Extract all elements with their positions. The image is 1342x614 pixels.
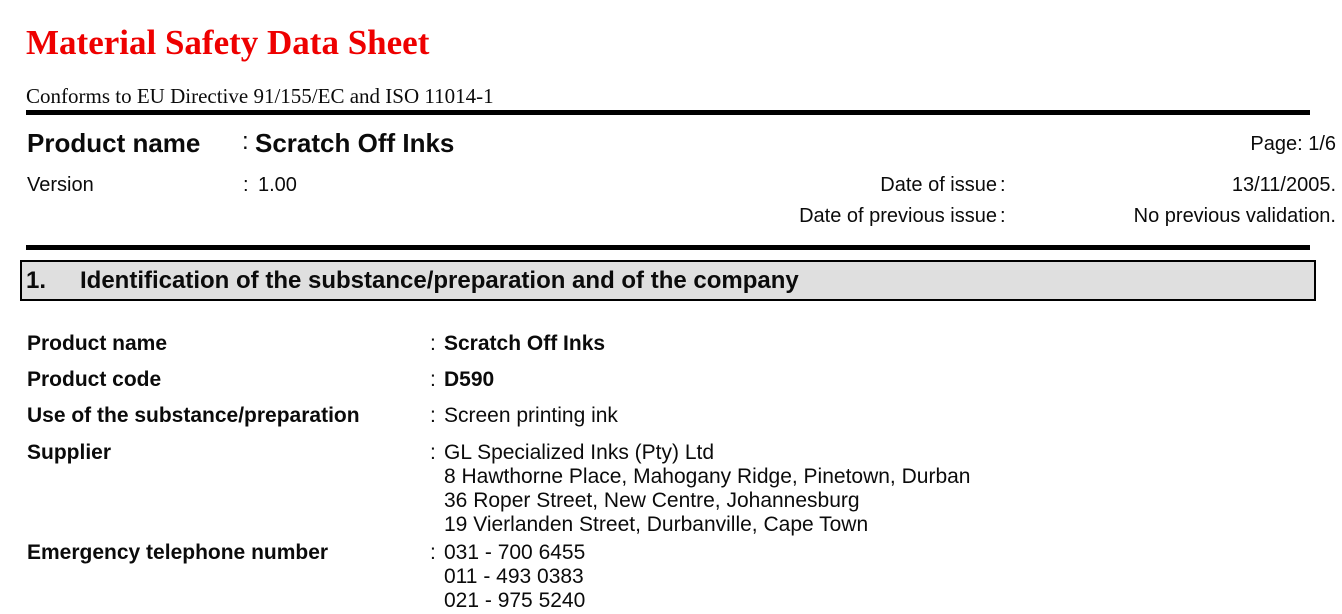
- date-of-issue-label: Date of issue: [880, 174, 997, 196]
- section-1-title: Identification of the substance/preparation and of the company: [80, 266, 799, 294]
- product-name-header-value: Scratch Off Inks: [255, 128, 455, 158]
- product-name-header-label: Product name: [27, 128, 201, 158]
- product-name-header-row: [0, 128, 1342, 158]
- supplier-address-line: 36 Roper Street, New Centre, Johannesburg: [444, 489, 860, 512]
- colon-separator: :: [430, 541, 436, 564]
- horizontal-divider-middle: [26, 245, 1310, 250]
- phone-number: 011 - 493 0383: [444, 565, 584, 588]
- section-1-number: 1.: [26, 266, 47, 294]
- version-label: Version: [27, 174, 94, 196]
- supplier-address-line: 8 Hawthorne Place, Mahogany Ridge, Pinetown, Durban: [444, 465, 971, 488]
- colon-separator: :: [243, 174, 249, 196]
- horizontal-divider-top: [26, 110, 1310, 115]
- product-name-value: Scratch Off Inks: [444, 332, 606, 355]
- product-code-value: D590: [444, 368, 495, 391]
- colon-separator: :: [430, 404, 436, 427]
- emergency-telephone-value: [444, 541, 585, 613]
- version-row: [0, 174, 1342, 204]
- product-code-label: Product code: [27, 368, 162, 391]
- supplier-label: Supplier: [27, 441, 112, 464]
- colon-separator: :: [1000, 205, 1006, 227]
- phone-number: 031 - 700 6455: [444, 541, 586, 564]
- document-subtitle: Conforms to EU Directive 91/155/EC and ISO 11014-1: [26, 84, 494, 108]
- colon-separator: :: [430, 332, 436, 355]
- section-1-header: [20, 260, 1316, 301]
- document-title: Material Safety Data Sheet: [26, 23, 430, 62]
- date-of-previous-issue-value: No previous validation.: [1133, 205, 1336, 227]
- date-of-issue-value: 13/11/2005.: [1231, 174, 1336, 196]
- use-of-substance-label: Use of the substance/preparation: [27, 404, 360, 427]
- phone-number: 021 - 975 5240: [444, 589, 586, 612]
- previous-issue-row: [0, 205, 1342, 235]
- supplier-value: [444, 441, 970, 537]
- page-number: Page: 1/6: [1250, 133, 1336, 155]
- emergency-telephone-label: Emergency telephone number: [27, 541, 329, 564]
- colon-separator: :: [430, 441, 436, 464]
- supplier-company: GL Specialized Inks (Pty) Ltd: [444, 441, 715, 464]
- use-of-substance-value: Screen printing ink: [444, 404, 618, 427]
- version-value: 1.00: [258, 174, 297, 196]
- colon-separator: :: [430, 368, 436, 391]
- product-name-label: Product name: [27, 332, 168, 355]
- supplier-address-line: 19 Vierlanden Street, Durbanville, Cape Town: [444, 513, 869, 536]
- date-of-previous-issue-label: Date of previous issue: [799, 205, 997, 227]
- colon-separator: :: [1000, 174, 1006, 196]
- colon-separator: :: [242, 128, 249, 155]
